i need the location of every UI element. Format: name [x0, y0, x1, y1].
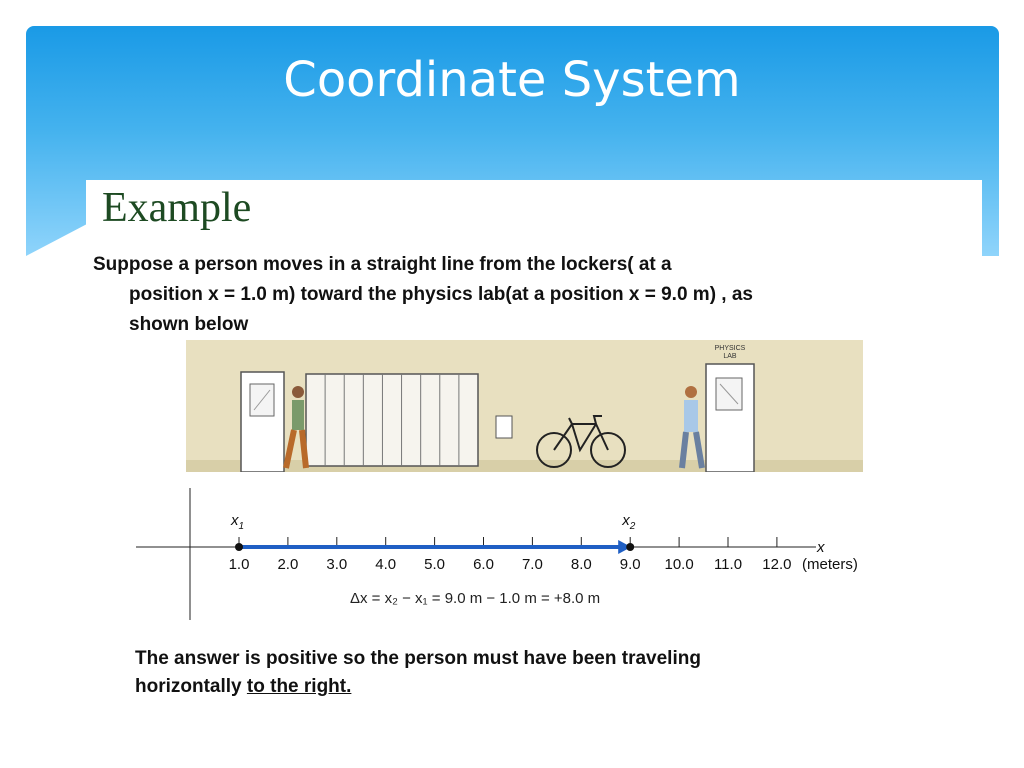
- example-heading: Example: [102, 185, 252, 231]
- conclusion-line-1: The answer is positive so the person must have been traveling: [135, 648, 701, 669]
- number-line: [136, 488, 876, 623]
- title-bar-corner: [26, 211, 86, 256]
- displacement-equation: Δx = x₂ − x₁ = 9.0 m − 1.0 m = +8.0 m: [350, 590, 601, 607]
- tick-label: 5.0: [424, 556, 446, 573]
- physics-lab-door: [706, 364, 754, 472]
- tick-label: 10.0: [664, 556, 694, 573]
- hallway-illustration: [186, 340, 863, 472]
- lab-sign-line2: LAB: [723, 353, 737, 360]
- intro-text: [93, 250, 953, 340]
- wall-sign: [496, 416, 512, 438]
- axis-unit: (meters): [802, 556, 858, 573]
- start-point: [235, 543, 243, 551]
- axis-variable: x: [817, 539, 825, 556]
- tick-label: 3.0: [326, 556, 348, 573]
- lockers: [306, 374, 478, 466]
- intro-line-3: shown below: [129, 314, 249, 335]
- locker-door-left: [241, 372, 284, 472]
- conclusion-text: [135, 645, 915, 701]
- tick-label: 4.0: [375, 556, 397, 573]
- intro-line-1: Suppose a person moves in a straight line from the lockers( at a: [93, 254, 672, 275]
- tick-label: 6.0: [473, 556, 494, 573]
- lab-sign-line1: PHYSICS: [714, 345, 746, 352]
- slide-title: Coordinate System: [283, 52, 741, 108]
- intro-line-2: position x = 1.0 m) toward the physics lab(at a position x = 9.0 m) , as: [129, 284, 753, 305]
- tick-label: 8.0: [570, 556, 592, 573]
- x2-label: $x_2$: [622, 512, 636, 532]
- tick-label: 7.0: [521, 556, 543, 573]
- tick-label: 9.0: [619, 556, 641, 573]
- tick-labels: [229, 556, 792, 573]
- tick-label: 11.0: [713, 556, 743, 573]
- tick-label: 12.0: [762, 556, 792, 573]
- tick-label: 2.0: [277, 556, 299, 573]
- conclusion-line-2-pre: horizontally: [135, 676, 247, 697]
- x1-label: $x_1$: [231, 512, 245, 532]
- end-point: [626, 543, 634, 551]
- tick-label: 1.0: [228, 556, 250, 573]
- conclusion-line-2: [135, 673, 915, 701]
- conclusion-emphasis: to the right.: [246, 676, 352, 697]
